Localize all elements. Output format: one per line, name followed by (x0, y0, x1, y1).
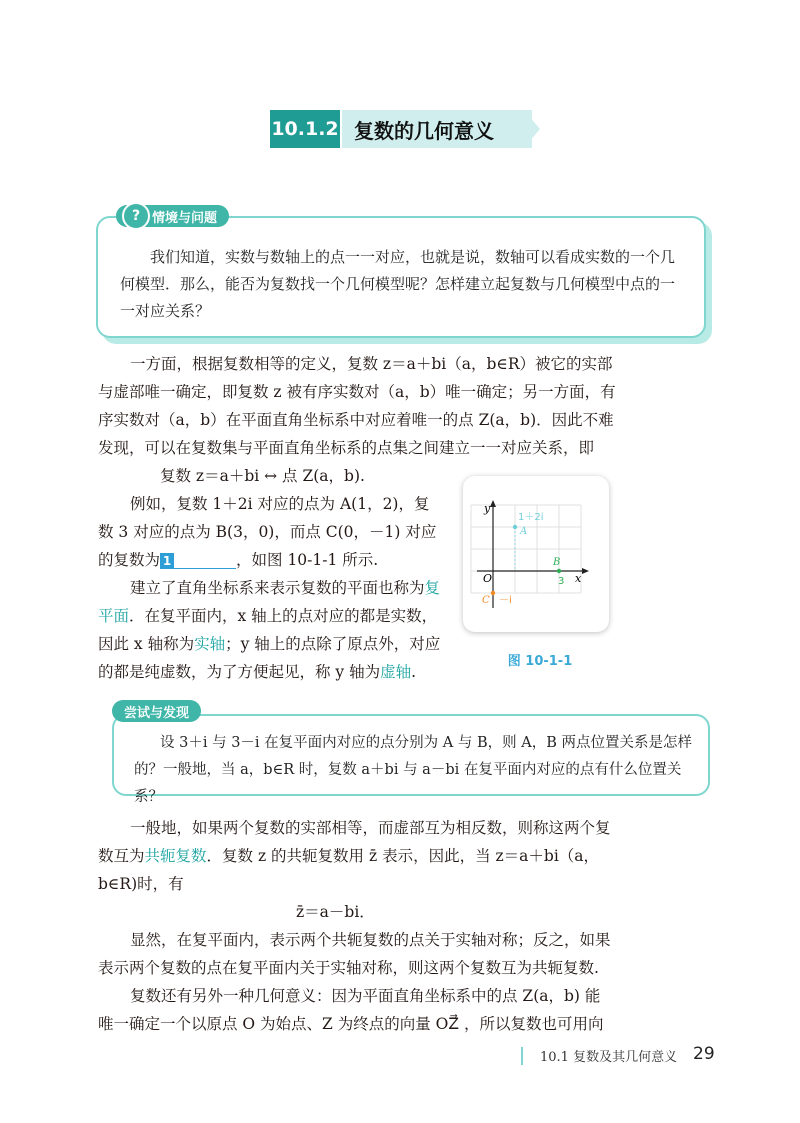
figure-card (463, 476, 609, 632)
text-line: b∈R)时，有 (98, 875, 184, 893)
text-line: 一般地，如果两个复数的实部相等，而虚部互为相反数，则称这两个复 (130, 819, 611, 837)
text-line: 复数还有另外一种几何意义：因为平面直角坐标系中的点 Z(a，b) 能 (130, 987, 601, 1005)
text-line (98, 546, 448, 574)
try-box (112, 714, 710, 805)
text-line (98, 602, 448, 630)
text-fragment: 因此 x 轴称为 (98, 635, 195, 653)
term-imaginary-axis: 虚轴 (380, 663, 412, 681)
section-number: 10.1.2 (270, 110, 340, 148)
point-c-marker (491, 591, 495, 595)
term-complex-plane: 复 (424, 579, 441, 597)
try-text (134, 730, 704, 811)
point-a-label: A (520, 526, 528, 537)
text-line (98, 842, 678, 870)
try-line: 的？一般地，当 a，b∈R 时，复数 a＋bi 与 a－bi 在复平面内对应的点有什么位置关系？ (134, 762, 682, 805)
scenario-line: 我们知道，实数与数轴上的点一一对应，也就是说，数轴可以看成实数的一个几 (150, 248, 676, 266)
try-line: 设 3＋i 与 3－i 在复平面内对应的点分别为 A 与 B，则 A，B 两点位置关系是怎样 (160, 735, 692, 751)
y-axis-label: y (484, 502, 491, 515)
text-fragment: ；y 轴上的点除了原点外，对应 (225, 635, 441, 653)
text-line: 表示两个复数的点在复平面内关于实轴对称，则这两个复数互为共轭复数. (98, 959, 599, 977)
paragraph-1 (98, 350, 658, 490)
point-b-value: 3 (558, 576, 565, 587)
term-complex-plane: 平面 (98, 607, 130, 625)
point-a-value: 1＋2i (518, 512, 544, 523)
section-title-arrow (524, 110, 540, 148)
text-line: 发现，可以在复数集与平面直角坐标系的点集之间建立一一对应关系，即 (98, 439, 595, 457)
try-tag-label: 尝试与发现 (124, 705, 190, 721)
text-line: 与虚部唯一确定，即复数 z 被有序实数对（a，b）唯一确定；另一方面，有 (98, 383, 616, 401)
answer-blank[interactable] (174, 553, 236, 569)
text-fragment: ，如图 10-1-1 所示. (236, 551, 379, 569)
blank-number-badge: 1 (160, 553, 174, 569)
point-c-label: C (482, 595, 490, 606)
scenario-line: 一对应关系？ (120, 302, 211, 320)
text-line (98, 574, 448, 602)
formula-line: 复数 z＝a＋bi ↔ 点 Z(a，b). (160, 467, 365, 485)
scenario-text (120, 244, 690, 325)
text-line (98, 630, 448, 658)
text-line: 数 3 对应的点为 B(3，0)，而点 C(0，－1) 对应 (98, 523, 437, 541)
paragraph-conjugate (98, 814, 678, 1038)
text-line: 唯一确定一个以原点 O 为始点、Z 为终点的向量 OZ⃗ ，所以复数也可用向 (98, 1015, 604, 1033)
page-number: 29 (693, 1044, 715, 1064)
text-line: 一方面，根据复数相等的定义，复数 z＝a＋bi（a，b∈R）被它的实部 (130, 355, 613, 373)
scenario-box (96, 216, 706, 338)
x-axis-label: x (575, 572, 582, 585)
term-real-axis: 实轴 (194, 635, 226, 653)
text-fragment: ．在复平面内，x 轴上的点对应的都是实数， (129, 607, 438, 625)
text-line: 显然，在复平面内，表示两个共轭复数的点关于实轴对称；反之，如果 (130, 931, 611, 949)
scenario-tag (116, 205, 229, 227)
footer-divider (521, 1047, 523, 1065)
paragraph-2 (98, 490, 448, 686)
origin-label: O (483, 572, 493, 585)
complex-plane-figure (463, 476, 609, 632)
scenario-tag-label: 情境与问题 (152, 210, 218, 226)
footer-section: 10.1 复数及其几何意义 (540, 1050, 678, 1065)
point-c-value: －i (499, 595, 512, 606)
try-tag (112, 700, 201, 722)
section-heading (270, 108, 542, 150)
scenario-line: 何模型．那么，能否为复数找一个几何模型呢？怎样建立起复数与几何模型中点的一 (120, 275, 676, 293)
text-fragment: 的都是纯虚数，为了方便起见，称 y 轴为 (98, 663, 381, 681)
point-b-label: B (553, 557, 561, 568)
text-fragment: 的复数为 (98, 551, 161, 569)
text-fragment: . (411, 663, 417, 681)
section-title: 复数的几何意义 (342, 110, 532, 148)
text-line (98, 658, 448, 686)
formula-line: z̄＝a－bi． (296, 903, 375, 921)
x-axis-arrow-icon (582, 568, 589, 574)
text-fragment: 建立了直角坐标系来表示复数的平面也称为 (130, 579, 425, 597)
text-line: 序实数对（a，b）在平面直角坐标系中对应着唯一的点 Z(a，b)．因此不难 (98, 411, 614, 429)
text-line: 例如，复数 1＋2i 对应的点为 A(1，2)，复 (130, 495, 430, 513)
term-conjugate: 共轭复数 (144, 847, 207, 865)
text-fragment: ．复数 z 的共轭复数用 z̄ 表示，因此，当 z＝a＋bi（a， (206, 847, 600, 865)
question-icon: ? (122, 202, 150, 230)
text-fragment: 数互为 (98, 847, 145, 865)
figure-caption: 图 10-1-1 (507, 654, 573, 669)
y-axis-arrow-icon (490, 500, 496, 507)
